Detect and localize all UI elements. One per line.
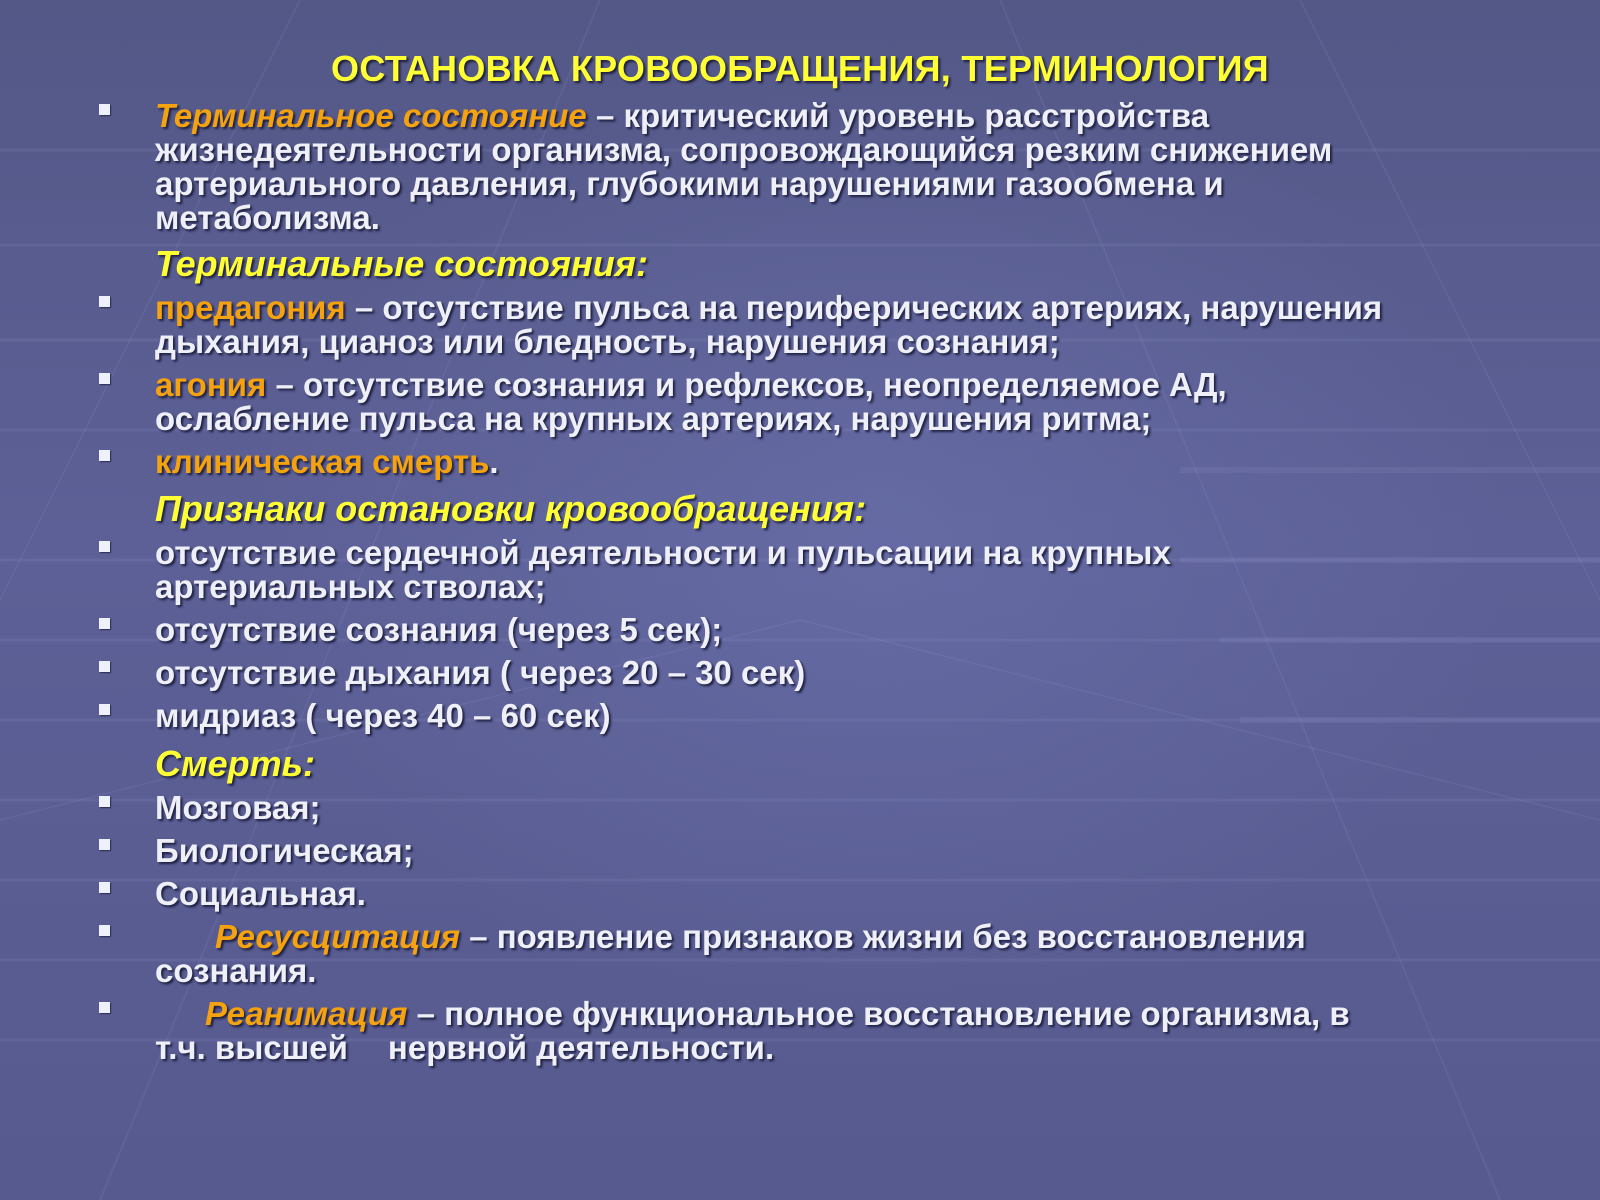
resuscitation-line-1 xyxy=(155,920,1545,954)
intro-line-1 xyxy=(155,99,1545,133)
bullet-icon xyxy=(99,925,110,936)
reanimation-text: – полное функциональное восстановление организма, в xyxy=(407,995,1350,1032)
intro-line-4: метаболизма. xyxy=(155,199,380,236)
list-item-agony xyxy=(155,368,1545,436)
clinical-death-term: клиническая смерть xyxy=(155,443,490,480)
bullet-icon xyxy=(99,450,110,461)
bullet-icon xyxy=(99,541,110,552)
resuscitation-line-2: сознания. xyxy=(155,952,317,989)
agony-term: агония xyxy=(155,366,267,403)
predagony-line-2: дыхания, цианоз или бледность, нарушения сознания; xyxy=(155,323,1060,360)
intro-text: – критический уровень расстройства xyxy=(586,97,1210,134)
reanimation-term: Реанимация xyxy=(205,995,408,1032)
intro-line-3: артериального давления, глубокими нарушениями газообмена и xyxy=(155,165,1224,202)
intro-definition xyxy=(155,99,1545,235)
list-item-death-3: Социальная. xyxy=(155,875,366,912)
reanimation-line-2 xyxy=(155,1031,1545,1065)
heading-terminal-states: Терминальные состояния: xyxy=(155,243,648,284)
reanimation-line-2a: т.ч. высшей xyxy=(155,1029,348,1066)
list-item-clinical-death xyxy=(155,445,1545,479)
list-item-predagony xyxy=(155,291,1545,359)
heading-signs: Признаки остановки кровообращения: xyxy=(155,488,867,529)
bullet-icon xyxy=(99,882,110,893)
bullet-icon xyxy=(99,1002,110,1013)
slide-title: ОСТАНОВКА КРОВООБРАЩЕНИЯ, ТЕРМИНОЛОГИЯ xyxy=(331,48,1269,89)
bullet-icon xyxy=(99,618,110,629)
list-item-sign-3: отсутствие дыхания ( через 20 – 30 сек) xyxy=(155,654,806,691)
list-item-sign-2: отсутствие сознания (через 5 сек); xyxy=(155,611,723,648)
bullet-icon xyxy=(99,839,110,850)
list-item-reanimation xyxy=(155,997,1545,1065)
agony-text: – отсутствие сознания и рефлексов, неопределяемое АД, xyxy=(266,366,1227,403)
bullet-icon xyxy=(99,704,110,715)
reanimation-line-2b: нервной деятельности. xyxy=(387,1029,775,1066)
bullet-icon xyxy=(99,296,110,307)
list-item-sign-1 xyxy=(155,536,1545,604)
list-item-sign-4: мидриаз ( через 40 – 60 сек) xyxy=(155,697,611,734)
heading-death: Смерть: xyxy=(155,743,316,784)
sign-1-line-2: артериальных стволах; xyxy=(155,568,546,605)
reanimation-line-1 xyxy=(155,997,1545,1031)
intro-line-2: жизнедеятельности организма, сопровождающийся резким снижением xyxy=(155,131,1333,168)
predagony-term: предагония xyxy=(155,289,346,326)
bullet-icon xyxy=(99,661,110,672)
clinical-death-end: . xyxy=(489,443,499,480)
agony-line-1 xyxy=(155,368,1545,402)
sign-1-line-1: отсутствие сердечной деятельности и пульсации на крупных xyxy=(155,534,1171,571)
list-item-resuscitation xyxy=(155,920,1545,988)
agony-line-2: ослабление пульса на крупных артериях, нарушения ритма; xyxy=(155,400,1152,437)
bullet-icon xyxy=(99,796,110,807)
bullet-icon xyxy=(99,373,110,384)
predagony-text: – отсутствие пульса на периферических артериях, нарушения xyxy=(345,289,1383,326)
bullet-icon xyxy=(99,104,110,115)
list-item-death-2: Биологическая; xyxy=(155,832,414,869)
predagony-line-1 xyxy=(155,291,1545,325)
resuscitation-text: – появление признаков жизни без восстановления xyxy=(460,918,1306,955)
intro-term: Терминальное состояние xyxy=(155,97,587,134)
list-item-death-1: Мозговая; xyxy=(155,789,321,826)
resuscitation-term: Ресусцитация xyxy=(215,918,461,955)
